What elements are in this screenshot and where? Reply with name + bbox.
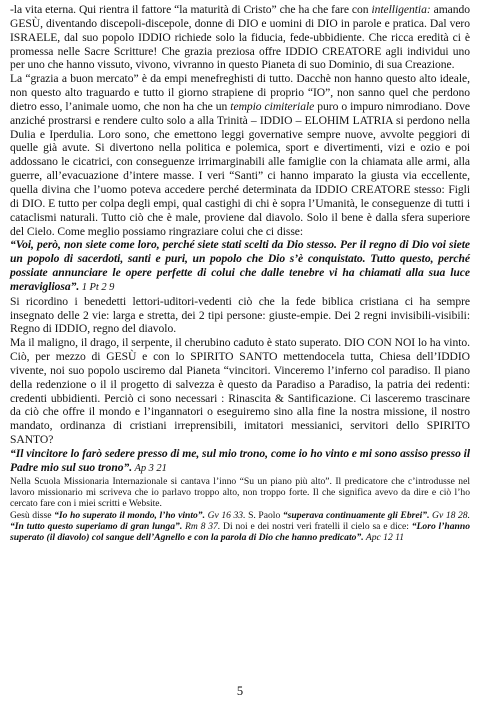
text-segment: intelligentia: xyxy=(371,3,431,16)
footnote-segment: Rm 8 37. xyxy=(182,520,221,532)
footnote-segment: “superava continuamente gli Ebrei”. xyxy=(282,509,430,521)
footnote-segment: Gv 18 28. xyxy=(429,509,470,521)
scripture-reference: 1 Pt 2 9 xyxy=(79,281,115,293)
text-segment: puro o impuro nimrodiano. Dove anziché prostrarsi e rendere culto solo a alla Trinità – IDDIO – ELOHIM LATRIA si perdono nella Dulia e Iperdulia. Loro sono, che emettono leggi governative sempre nuove, avvolte peggiori di quelle già avute. Si divertono nella politica e polemica, sport e divertimenti, vizi e ozio e poi addossano le cicatrici, con conseguenze irrimarginabili alle famiglie con la chiamata alle armi, alla guerre, all’evacuazione d’intere masse. I veri “Santi” ci hanno imparato la giusta via eccellente, quella divina che l’uomo poteva accedere perché determinata da IDDIO CREATORE stesso: Figli di DIO. E tutto per colpa degli empi, qual castighi di chi è sopra l’Umanità, le conseguenze di tutti i cataclismi naturali. Tutto ciò che è male, proviene dal diavolo. Solo il bene è dalla sfera superiore del Cielo. Come meglio possiamo ringraziare colui che ci disse: xyxy=(10,99,471,238)
quote-text: “Voi, però, non siete come loro, perché siete stati scelti da Dio stesso. Per il regno di Dio voi siete un popolo di sacerdoti, santi e puri, un popolo che Dio s’è conquistato. Tutto questo, perché possiate annunciare le opere perfette di colui che dalle tenebre vi ha chiamati alla sua luce meravigliosa”. xyxy=(10,238,470,293)
footnote-segment: S. Paolo xyxy=(245,509,283,521)
scripture-quote xyxy=(10,447,470,476)
body-paragraph xyxy=(10,295,470,337)
footnote-segment: “In tutto questo superiamo di gran lunga”. xyxy=(10,520,183,532)
footnote-segment: Nella Scuola Missionaria Internazionale si cantava l’inno “Su un piano più alto”. Il predicatore che c’introdusse nel lavoro missionario mi scriveva che io parlavo troppo alto, non troppo forte. Il che significa avevo da dire e ciò l’ho cercato fare con i miei scritti e Website. xyxy=(10,475,470,510)
scripture-quote xyxy=(10,238,470,294)
body-paragraph xyxy=(10,336,470,447)
text-segment: Ma il maligno, il drago, il serpente, il cherubino caduto è stato superato. DIO CON NOI lo ha vinto. Ciò, per mezzo di GESÙ e con lo SPIRITO SANTO mettendocela tutta, Chiesa dell’IDDIO vivente, noi suo popolo usciremo dal Pianeta “vincitori. Vinceremo l’inferno col paradiso. Il piano della redenzione o il il progetto di salvezza è questo da Paradiso a Paradiso, la patria dei redenti: credenti ubbidienti. Perciò ci sono necessari : Rinascita & Santificazione. Ci lasceremo trascinare da ciò che offre il mondo e l’ingannatori o eseguiremo sino alla fine la nostra missione, il nostro mandato, ordinanza di cristiani irreprensibili, imitatori messianici, servitori dello SPIRITO SANTO? xyxy=(10,336,470,447)
page-content xyxy=(10,3,470,543)
text-segment: Si ricordino i benedetti lettori-uditori-vedenti ciò che la fede biblica cristiana ci ha sempre insegnato delle 2 vie: larga e stretta, dei 2 tipi persone: giuste-empie. Dei 2 regni invisibili-visibili: Regno di IDDIO, regno del diavolo. xyxy=(10,294,470,336)
footnote-segment: Di noi e dei nostri veri fratelli il cielo sa e dice: xyxy=(220,520,412,532)
body-paragraph xyxy=(10,72,470,238)
footnote-segment: Gv 16 33. xyxy=(204,509,246,521)
footnote-segment: Gesù disse xyxy=(10,509,55,521)
footnote-paragraph xyxy=(10,510,470,544)
footnote-paragraph xyxy=(10,476,470,510)
footnote-segment: Apc 12 11 xyxy=(363,532,405,544)
text-segment: La “grazia a buon mercato” è da empi menefreghisti di tutto. Dacchè non hanno questo alto ideale, non questo alto traguardo e tutto il giorno strapiene di proprio “IO”, non sanno quel che perdono dietro esso, l’animale uomo, che non ha che un xyxy=(10,72,470,113)
body-paragraph xyxy=(10,3,470,72)
quote-text: “Il vincitore lo farò sedere presso di me, sul mio trono, come io ho vinto e mi sono assiso presso il Padre mio sul suo trono”. xyxy=(10,447,471,474)
footnote-segment: “Loro l’hanno superato (il diavolo) col sangue dell’Agnello e con la parola di Dio che hanno predicato”. xyxy=(10,520,470,544)
footnote-segment: “Io ho superato il mondo, l’ho vinto”. xyxy=(54,509,205,521)
page-number: 5 xyxy=(236,684,244,698)
text-segment: amando GESÙ, diventando discepoli-discepole, donne di DIO e uomini di DIO in parole e pratica. Dal vero ISRAELE, dal suo popolo IDDIO richiede solo la fiducia, fede-ubbidiente. Che ricca eredità ci è promessa nelle Sacre Scritture! Che grazia preziosa offre IDDIO CREATORE agli individui uno per uno che hanno vissuto, vivono, vivranno in questo Pianeta di suo Dominio, di sua Creazione. xyxy=(10,3,471,72)
scripture-reference: Ap 3 21 xyxy=(132,462,167,474)
text-segment: -la vita eterna. Qui rientra il fattore “la maturità di Cristo” che ha che fare con xyxy=(10,3,372,16)
text-segment: tempio cimiteriale xyxy=(230,99,315,113)
